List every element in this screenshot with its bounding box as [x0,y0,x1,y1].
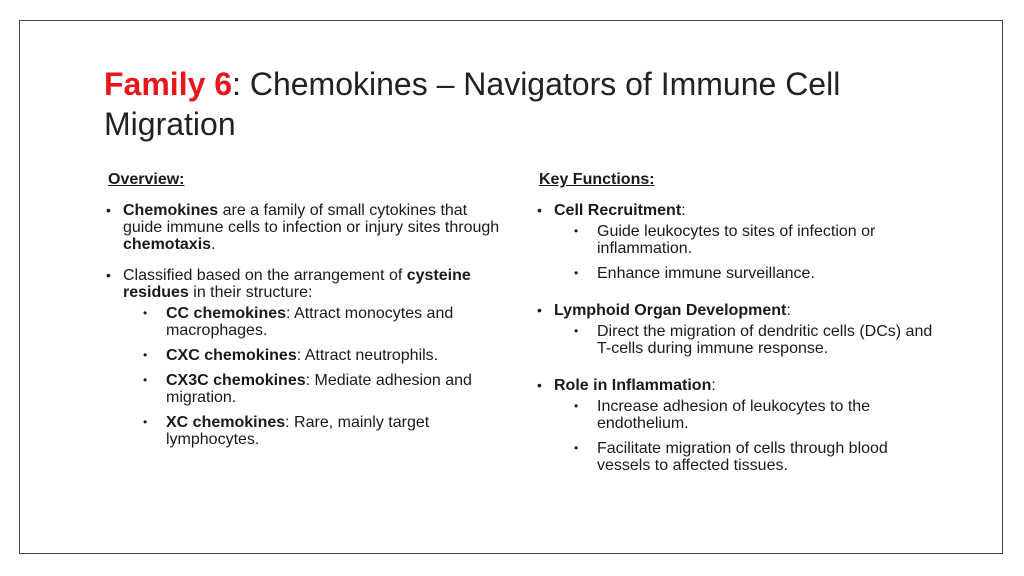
key-functions-heading: Key Functions: [539,171,655,188]
slide-title [104,64,934,144]
key-functions-list [537,202,937,474]
sub-term: CC chemokines [166,305,287,322]
function-sub-list [554,398,937,474]
list-item [554,223,937,257]
function-suffix: : [786,302,791,319]
sub-text: : Attract monocytes and macrophages. [166,305,454,339]
bullet-icon: • [143,348,148,362]
overview-item-chemokines [106,202,506,253]
overview-column [106,170,506,462]
sub-text: : Attract neutrophils. [296,347,439,364]
bullet-icon: • [537,202,542,218]
bullet-icon: • [574,441,579,455]
list-item [554,323,937,357]
sub-text: Facilitate migration of cells through blood vessels to affected tissues. [597,440,888,474]
overview-item-classification [106,267,506,448]
function-item-lymphoid-development [537,302,937,357]
term-cysteine-residues: cysteine residues [123,267,471,301]
bullet-icon: • [574,399,579,413]
term-chemotaxis: chemotaxis [123,236,212,253]
function-term: Cell Recruitment [554,202,682,219]
bullet-icon: • [537,377,542,393]
bullet-icon: • [143,415,148,429]
title-text: : Chemokines – Navigators of Immune Cell Migration [104,66,841,142]
list-item [123,305,506,339]
sub-text: Increase adhesion of leukocytes to the endothelium. [597,398,871,432]
sub-term: CXC chemokines [166,347,297,364]
sub-text: Direct the migration of dendritic cells (DCs) and T-cells during immune response. [597,323,933,357]
bullet-icon: • [143,306,148,320]
overview-heading: Overview: [108,171,185,188]
overview-item1-text: are a family of small cytokines that guide immune cells to infection or injury sites through [123,202,500,236]
bullet-icon: • [143,373,148,387]
overview-item2-text: Classified based on the arrangement of [123,267,407,284]
list-item [123,372,506,406]
function-term: Role in Inflammation [554,377,712,394]
bullet-icon: • [106,202,111,218]
sub-term: CX3C chemokines [166,372,306,389]
key-functions-column [537,170,937,494]
sub-text: Enhance immune surveillance. [597,265,815,282]
overview-item1-end: . [211,236,216,253]
bullet-icon: • [574,324,579,338]
bullet-icon: • [106,267,111,283]
chemokine-types-list [123,305,506,448]
function-suffix: : [681,202,686,219]
sub-term: XC chemokines [166,414,286,431]
sub-text: : Rare, mainly target lymphocytes. [166,414,430,448]
list-item [554,398,937,432]
function-term: Lymphoid Organ Development [554,302,787,319]
bullet-icon: • [537,302,542,318]
function-item-cell-recruitment [537,202,937,282]
sub-text: Guide leukocytes to sites of infection or inflammation. [597,223,876,257]
title-family-label: Family 6 [104,66,233,102]
bullet-icon: • [574,266,579,280]
list-item [123,414,506,448]
function-sub-list [554,223,937,282]
list-item [554,265,937,282]
sub-text: : Mediate adhesion and migration. [166,372,472,406]
function-item-inflammation [537,377,937,474]
function-suffix: : [711,377,716,394]
list-item [554,440,937,474]
overview-item2-end: in their structure: [188,284,313,301]
list-item [123,347,506,364]
overview-list [106,202,506,448]
function-sub-list [554,323,937,357]
term-chemokines: Chemokines [123,202,219,219]
bullet-icon: • [574,224,579,238]
